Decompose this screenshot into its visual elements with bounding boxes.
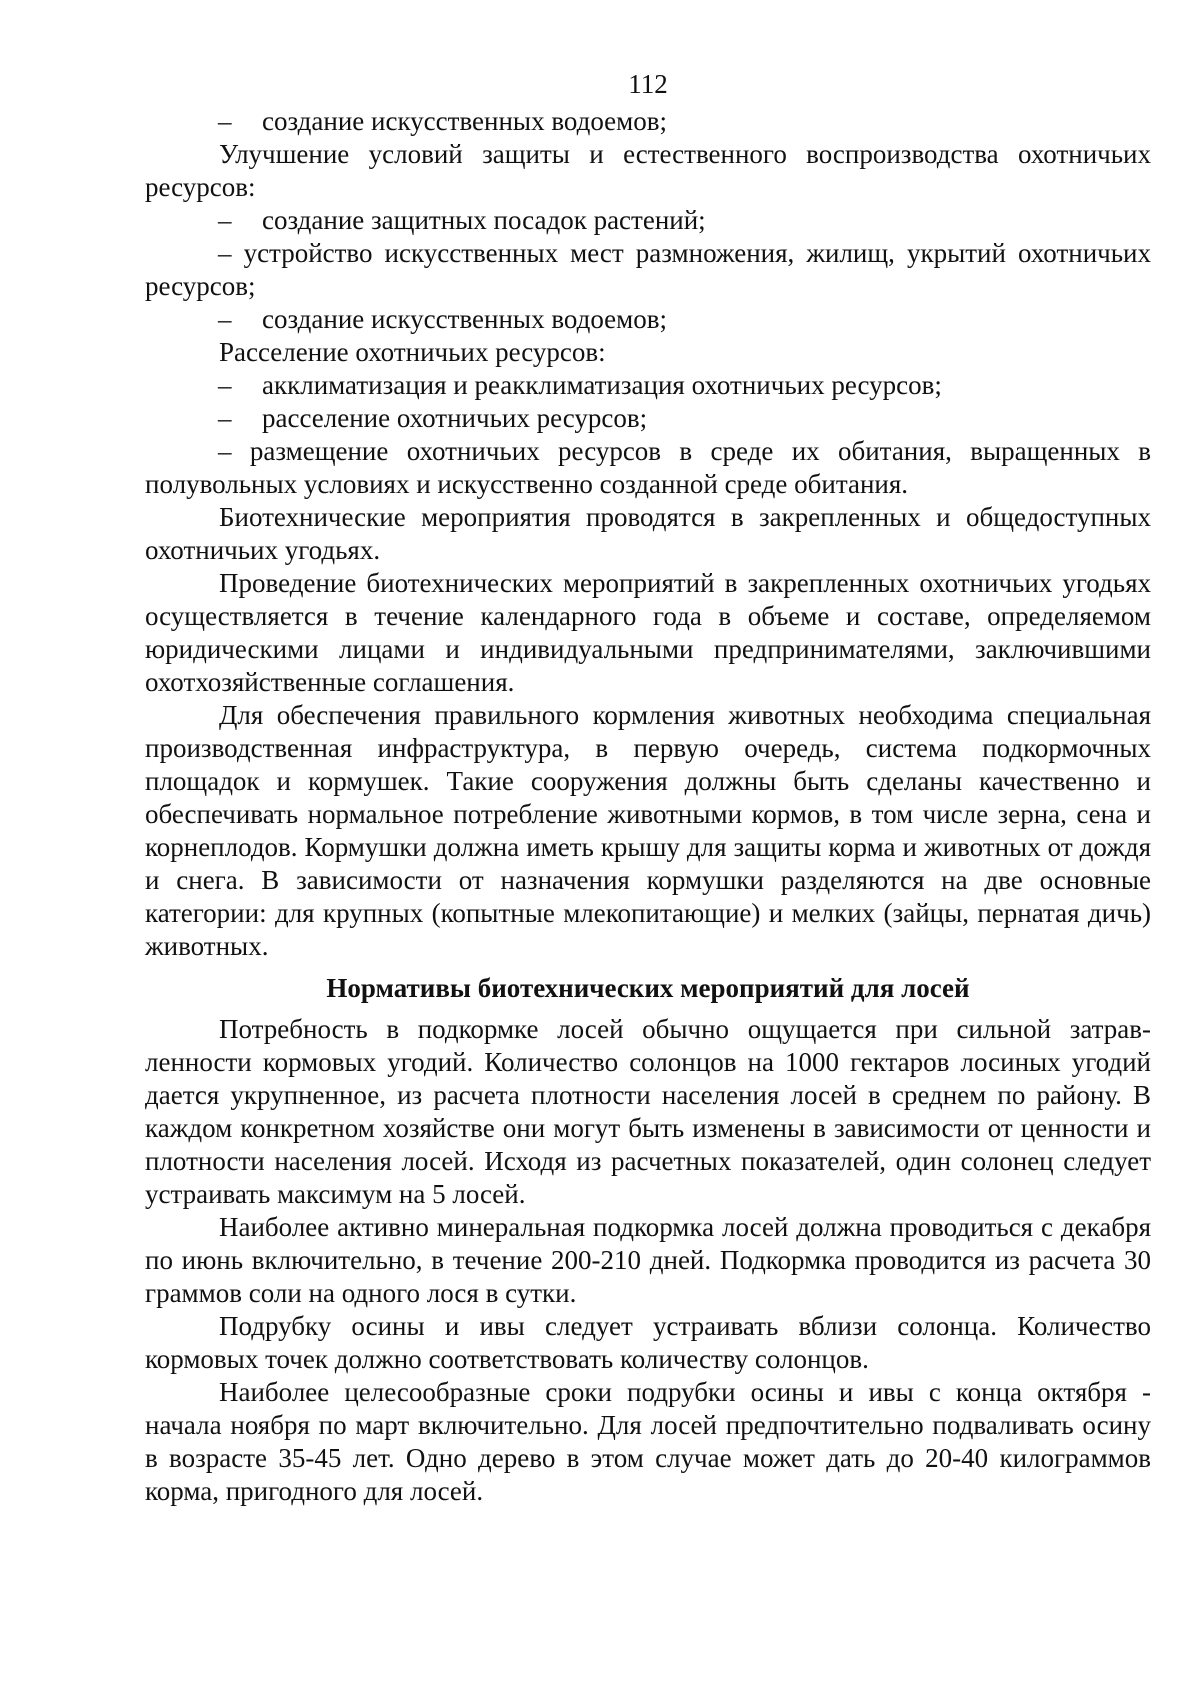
list-item-text: создание искусственных водоемов;	[262, 106, 667, 136]
dash-marker: –	[218, 205, 232, 235]
paragraph: Потребность в подкормке лосей обычно ощущается при сильной затрав-ленности кормовых угодий. Количество солонцов на 1000 гектаров лосиных угодий дается укрупненное, из расчета плотности населения лосей в среднем по району. В каждом конкретном хозяйстве они могут быть изменены в зависимости от ценности и плотности населения лосей. Исходя из расчетных показателей, один солонец следует устраивать максимум на 5 лосей.	[145, 1014, 1151, 1209]
paragraph: Наиболее активно минеральная подкормка лосей должна проводиться с декабря по июнь включительно, в течение 200-210 дней. Подкормка проводится из расчета 30 граммов соли на одного лося в сутки.	[145, 1212, 1151, 1308]
page-number: 112	[628, 69, 668, 99]
list-item	[145, 435, 1151, 501]
document-page	[145, 68, 1151, 1508]
list-item	[145, 237, 1151, 303]
dash-marker: –	[218, 403, 232, 433]
dash-marker: –	[218, 238, 232, 268]
dash-marker: –	[218, 106, 232, 136]
list-item-text: устройство искусственных мест размножения, жилищ, укрытий охотничьих ресурсов;	[145, 238, 1151, 301]
list-item-text: создание защитных посадок растений;	[262, 205, 706, 235]
list-item	[145, 402, 1151, 435]
list-item-text: создание искусственных водоемов;	[262, 304, 667, 334]
paragraph: Биотехнические мероприятия проводятся в закрепленных и общедоступных охотничьих угодьях.	[145, 502, 1151, 565]
paragraph: Проведение биотехнических мероприятий в закрепленных охотничьих угодьях осуществляется в течение календарного года в объеме и составе, определяемом юридическими лицами и индивидуальными предпринимателями, заключившими охотхозяйственные соглашения.	[145, 568, 1151, 697]
list-item	[145, 105, 1151, 138]
dash-marker: –	[218, 436, 232, 466]
list-item	[145, 303, 1151, 336]
paragraph: Наиболее целесообразные сроки подрубки осины и ивы с конца октября - начала ноября по март включительно. Для лосей предпочтительно подваливать осину в возрасте 35-45 лет. Одно дерево в этом случае может дать до 20-40 килограммов корма, пригодного для лосей.	[145, 1377, 1151, 1506]
list-item-text: расселение охотничьих ресурсов;	[262, 403, 648, 433]
dash-marker: –	[218, 370, 232, 400]
section-heading: Нормативы биотехнических мероприятий для лосей	[326, 973, 970, 1003]
paragraph: Улучшение условий защиты и естественного воспроизводства охотничьих ресурсов:	[145, 139, 1151, 202]
list-item	[145, 204, 1151, 237]
paragraph: Для обеспечения правильного кормления животных необходима специальная производственная инфраструктура, в первую очередь, система подкормочных площадок и кормушек. Такие сооружения должны быть сделаны качественно и обеспечивать нормальное потребление животными кормов, в том числе зерна, сена и корнеплодов. Кормушки должна иметь крышу для защиты корма и животных от дождя и снега. В зависимости от назначения кормушки разделяются на две основные категории: для крупных (копытные млекопитающие) и мелких (зайцы, пернатая дичь) животных.	[145, 700, 1151, 961]
dash-marker: –	[218, 304, 232, 334]
paragraph: Расселение охотничьих ресурсов:	[219, 337, 606, 367]
list-item-text: размещение охотничьих ресурсов в среде их обитания, выращенных в полувольных условиях и искусственно созданной среде обитания.	[145, 436, 1152, 499]
paragraph: Подрубку осины и ивы следует устраивать вблизи солонца. Количество кормовых точек должно соответствовать количеству солонцов.	[145, 1311, 1151, 1374]
list-item-text: акклиматизация и реакклиматизация охотничьих ресурсов;	[262, 370, 942, 400]
list-item	[145, 369, 1151, 402]
